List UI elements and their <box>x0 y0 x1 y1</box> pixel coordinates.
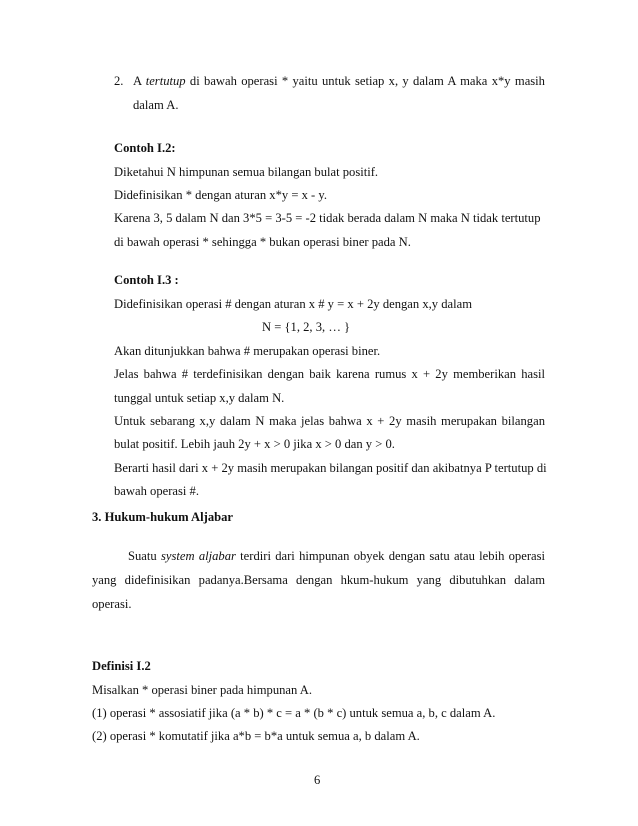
item-2-term: tertutup <box>145 74 186 88</box>
contoh-1-3-line: bawah operasi #. <box>114 484 199 498</box>
item-2-seg1: A <box>133 74 146 88</box>
contoh-1-2-heading: Contoh I.2: <box>114 141 176 155</box>
paragraph-seg2: terdiri dari himpunan obyek dengan satu atau lebih operasi <box>235 549 546 563</box>
definition-line: Misalkan * operasi biner pada himpunan A. <box>92 683 312 697</box>
contoh-1-3-line: bulat positif. Lebih jauh 2y + x > 0 jika x > 0 dan y > 0. <box>114 437 395 451</box>
definition-line: (1) operasi * assosiatif jika (a * b) * c = a * (b * c) untuk semua a, b, c dalam A. <box>92 706 496 720</box>
definition-line: (2) operasi * komutatif jika a*b = b*a untuk semua a, b dalam A. <box>92 729 420 743</box>
contoh-1-2-line: Diketahui N himpunan semua bilangan bulat positif. <box>114 165 379 179</box>
contoh-1-3-line: tunggal untuk setiap x,y dalam N. <box>114 391 285 405</box>
contoh-1-3-line: Untuk sebarang x,y dalam N maka jelas bahwa x + 2y masih merupakan bilangan <box>114 414 545 428</box>
contoh-1-3-line: Berarti hasil dari x + 2y masih merupakan bilangan positif dan akibatnya P tertutup di <box>114 461 547 475</box>
set-n-definition: N = {1, 2, 3, … } <box>262 320 351 334</box>
section-paragraph-line <box>128 548 545 564</box>
contoh-1-3-heading: Contoh I.3 : <box>114 273 179 287</box>
paragraph-seg1: Suatu <box>128 549 161 563</box>
item-2-seg2: di bawah operasi * yaitu untuk setiap x, y dalam A maka x*y masih <box>185 74 545 88</box>
list-number: 2. <box>114 74 124 88</box>
section-heading: 3. Hukum-hukum Aljabar <box>92 510 234 524</box>
definition-heading: Definisi I.2 <box>92 659 151 673</box>
contoh-1-3-line: Akan ditunjukkan bahwa # merupakan operasi biner. <box>114 344 381 358</box>
contoh-1-2-line: di bawah operasi * sehingga * bukan operasi biner pada N. <box>114 235 411 249</box>
item-2-text <box>133 73 545 89</box>
section-paragraph-line: operasi. <box>92 597 132 611</box>
contoh-1-2-line: Didefinisikan * dengan aturan x*y = x - y. <box>114 188 327 202</box>
paragraph-term: system aljabar <box>160 549 236 563</box>
item-2-continuation: dalam A. <box>133 98 179 112</box>
contoh-1-2-line: Karena 3, 5 dalam N dan 3*5 = 3-5 = -2 tidak berada dalam N maka N tidak tertutup <box>114 211 541 225</box>
contoh-1-3-line: Jelas bahwa # terdefinisikan dengan baik karena rumus x + 2y memberikan hasil <box>114 367 545 381</box>
page-number: 6 <box>314 773 321 787</box>
section-paragraph-line: yang didefinisikan padanya.Bersama dengan hkum-hukum yang dibutuhkan dalam <box>92 573 545 587</box>
contoh-1-3-line: Didefinisikan operasi # dengan aturan x # y = x + 2y dengan x,y dalam <box>114 297 472 311</box>
